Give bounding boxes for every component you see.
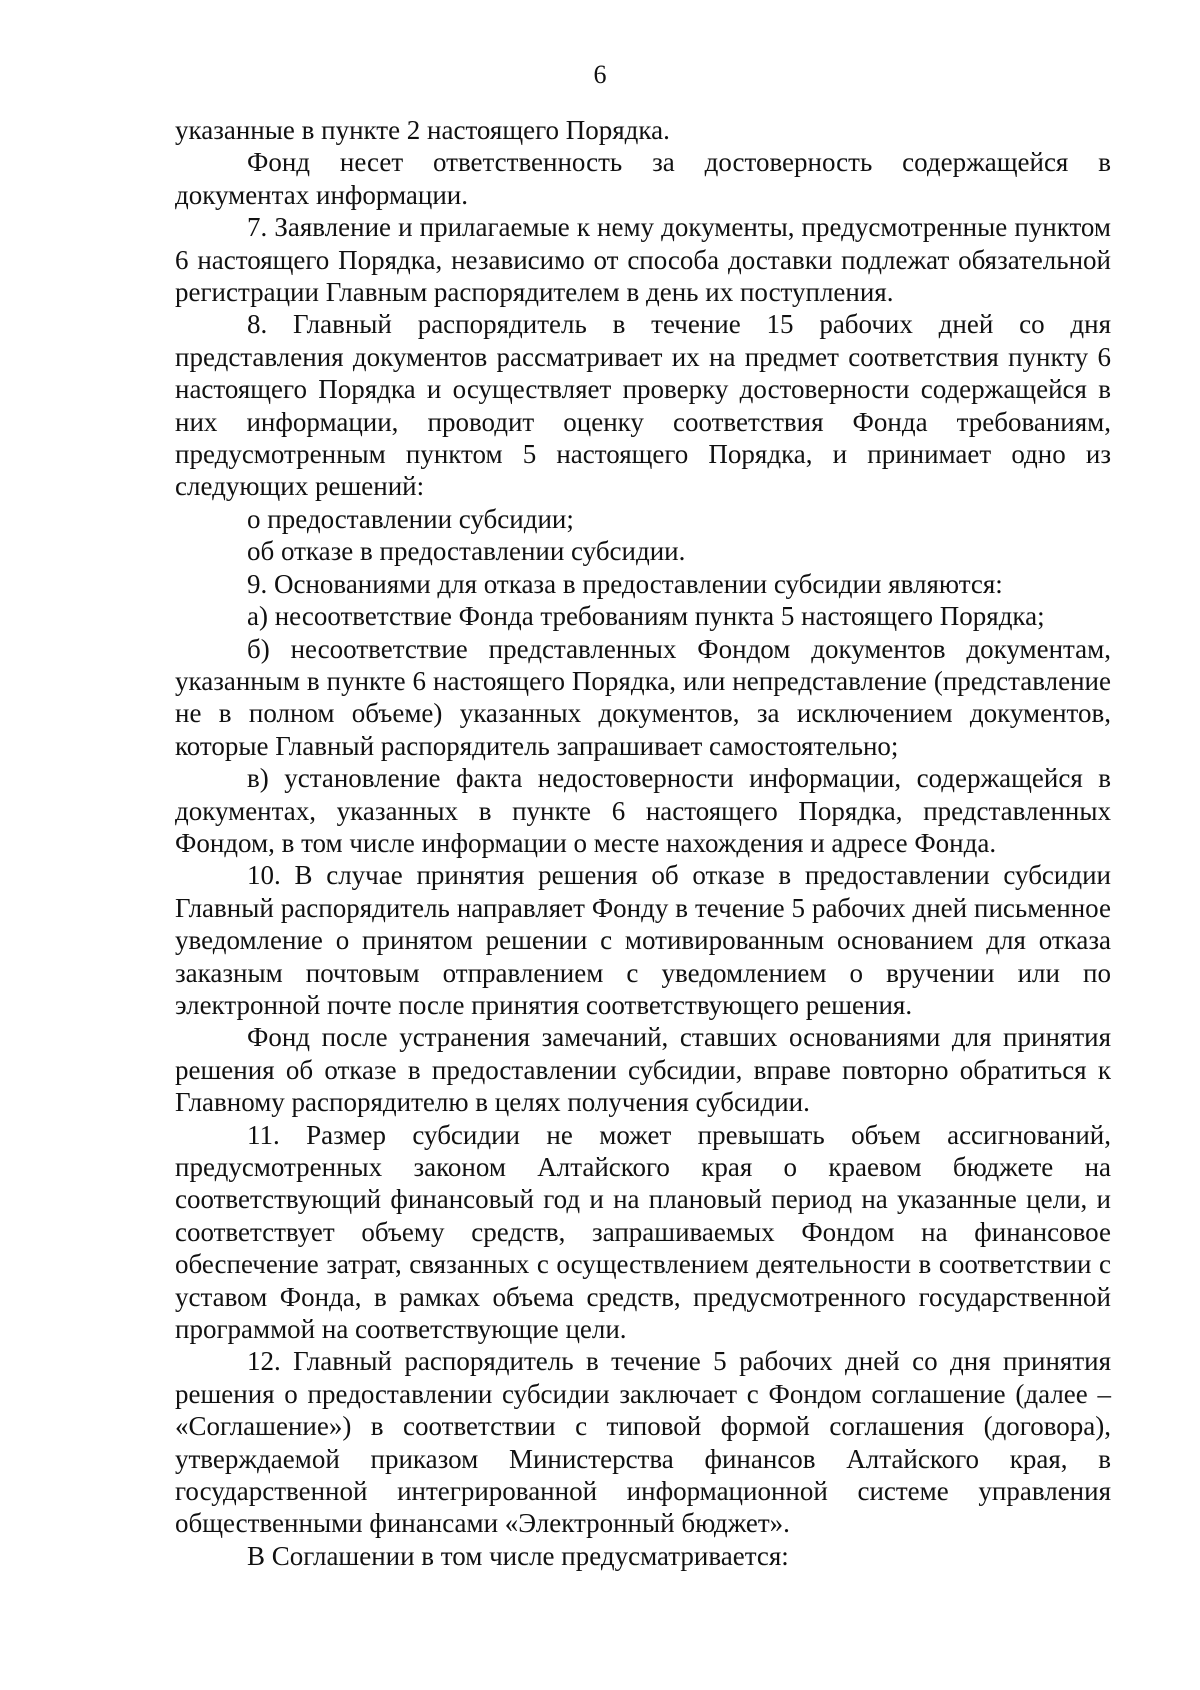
list-item: об отказе в предоставлении субсидии. (247, 536, 686, 567)
paragraph: В Соглашении в том числе предусматривается: (247, 1540, 789, 1571)
page-number: 6 (593, 60, 607, 89)
paragraph: Фонд несет ответственность за достоверность содержащейся в документах информации. (175, 147, 1111, 210)
paragraph: 8. Главный распорядитель в течение 15 рабочих дней со дня представления документов рассматривает их на предмет соответствия пункту 6 настоящего Порядка и осуществляет проверку достоверности содержащейся в них информации, проводит оценку соответствия Фонда требованиям, предусмотренным пунктом 5 настоящего Порядка, и принимает одно из следующих решений: (175, 309, 1111, 502)
paragraph: Фонд после устранения замечаний, ставших основаниями для принятия решения об отказе в предоставлении субсидии, вправе повторно обратиться к Главному распорядителю в целях получения субсидии. (175, 1022, 1111, 1118)
paragraph: 7. Заявление и прилагаемые к нему документы, предусмотренные пунктом 6 настоящего Порядка, независимо от способа доставки подлежат обязательной регистрации Главным распорядителем в день их поступления. (175, 212, 1111, 308)
paragraph: 11. Размер субсидии не может превышать объем ассигнований, предусмотренных законом Алтайского края о краевом бюджете на соответствующий финансовый год и на плановый период на указанные цели, и соответствует объему средств, запрашиваемых Фондом на финансовое обеспечение затрат, связанных с осуществлением деятельности в соответствии с уставом Фонда, в рамках объема средств, предусмотренного государственной программой на соответствующие цели. (175, 1119, 1111, 1345)
paragraph: 12. Главный распорядитель в течение 5 рабочих дней со дня принятия решения о предоставлении субсидии заключает с Фондом соглашение (далее – «Соглашение») в соответствии с типовой формой соглашения (договора), утверждаемой приказом Министерства финансов Алтайского края, в государственной интегрированной информационной системе управления общественными финансами «Электронный бюджет». (175, 1346, 1111, 1539)
paragraph: указанные в пункте 2 настоящего Порядка. (175, 115, 670, 145)
list-item: б) несоответствие представленных Фондом документов документам, указанным в пункте 6 настоящего Порядка, или непредставление (представление не в полном объеме) указанных документов, за исключением документов, которые Главный распорядитель запрашивает самостоятельно; (175, 633, 1111, 761)
paragraph: 10. В случае принятия решения об отказе в предоставлении субсидии Главный распорядитель направляет Фонду в течение 5 рабочих дней письменное уведомление о принятом решении с мотивированным основанием для отказа заказным почтовым отправлением с уведомлением о вручении или по электронной почте после принятия соответствующего решения. (175, 860, 1111, 1020)
list-item: а) несоответствие Фонда требованиям пункта 5 настоящего Порядка; (247, 601, 1045, 632)
paragraph: 9. Основаниями для отказа в предоставлении субсидии являются: (247, 568, 1003, 599)
list-item: о предоставлении субсидии; (247, 503, 574, 534)
list-item: в) установление факта недостоверности информации, содержащейся в документах, указанных в пункте 6 настоящего Порядка, представленных Фондом, в том числе информации о месте нахождения и адресе Фонда. (175, 763, 1111, 858)
document-body (175, 114, 1111, 1572)
